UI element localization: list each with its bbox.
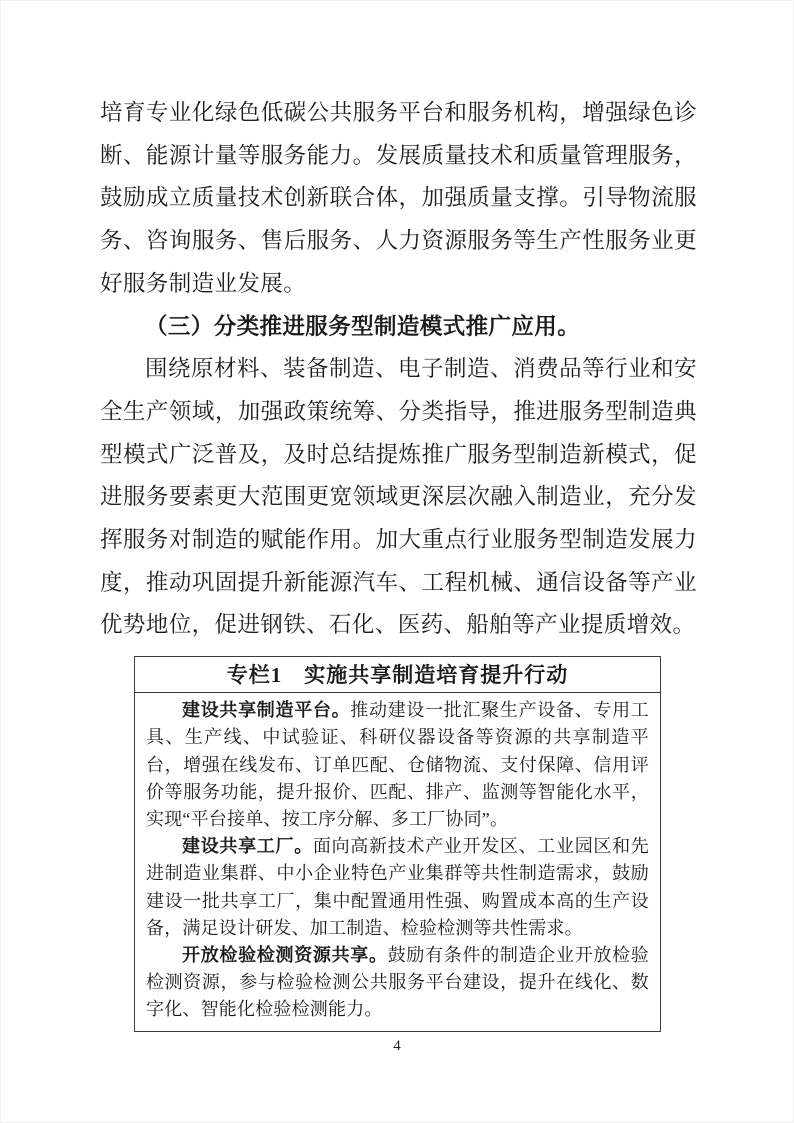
box-paragraph-text: 鼓励有条件的制造企业开放检验检测资源，参与检验检测公共服务平台建设，提升在线化、数字化、智能化检验检测能力。 xyxy=(146,944,649,1020)
box-paragraph-lead: 开放检验检测资源共享。 xyxy=(182,944,388,965)
paragraph: 围绕原材料、装备制造、电子制造、消费品等行业和安全生产领域，加强政策统筹、分类指导，推进服务型制造典型模式广泛普及，及时总结提炼推广服务型制造新模式，促进服务要素更大范围更宽领域更深层次融入制造业，充分发挥服务对制造的赋能作用。加大重点行业服务型制造发展力度，推动巩固提升新能源汽车、工程机械、通信设备等产业优势地位，促进钢铁、石化、医药、船舶等产业提质增效。 xyxy=(100,356,697,638)
column-box xyxy=(134,656,661,1031)
box-paragraph-lead: 建设共享制造平台。 xyxy=(182,700,351,721)
column-box-body xyxy=(135,693,660,1030)
text-column xyxy=(100,92,697,1032)
paragraph-continued: 培育专业化绿色低碳公共服务平台和服务机构，增强绿色诊断、能源计量等服务能力。发展质量技术和质量管理服务，鼓励成立质量技术创新联合体，加强质量支撑。引导物流服务、咨询服务、售后服务、人力资源服务等生产性服务业更好服务制造业发展。 xyxy=(100,100,697,296)
box-paragraph-text: 推动建设一批汇聚生产设备、专用工具、生产线、中试验证、科研仪器设备等资源的共享制造平台，增强在线发布、订单匹配、仓储物流、支付保障、信用评价等服务功能，提升报价、匹配、排产、监测等智能化水平，实现“平台接单、按工序分解、多工厂协同”。 xyxy=(146,700,649,829)
section-heading: （三）分类推进服务型制造模式推广应用。 xyxy=(145,313,581,339)
column-box-title: 专栏1 实施共享制造培育提升行动 xyxy=(135,657,660,693)
box-paragraph xyxy=(146,833,649,942)
box-paragraph xyxy=(146,942,649,1024)
page-number: 4 xyxy=(393,1038,401,1054)
box-paragraph-lead: 建设共享工厂。 xyxy=(182,836,313,857)
box-paragraph-text: 面向高新技术产业开发区、工业园区和先进制造业集群、中小企业特色产业集群等共性制造需求，鼓励建设一批共享工厂，集中配置通用性强、购置成本高的生产设备，满足设计研发、加工制造、检验检测等共性需求。 xyxy=(146,836,649,938)
box-paragraph xyxy=(146,697,649,833)
